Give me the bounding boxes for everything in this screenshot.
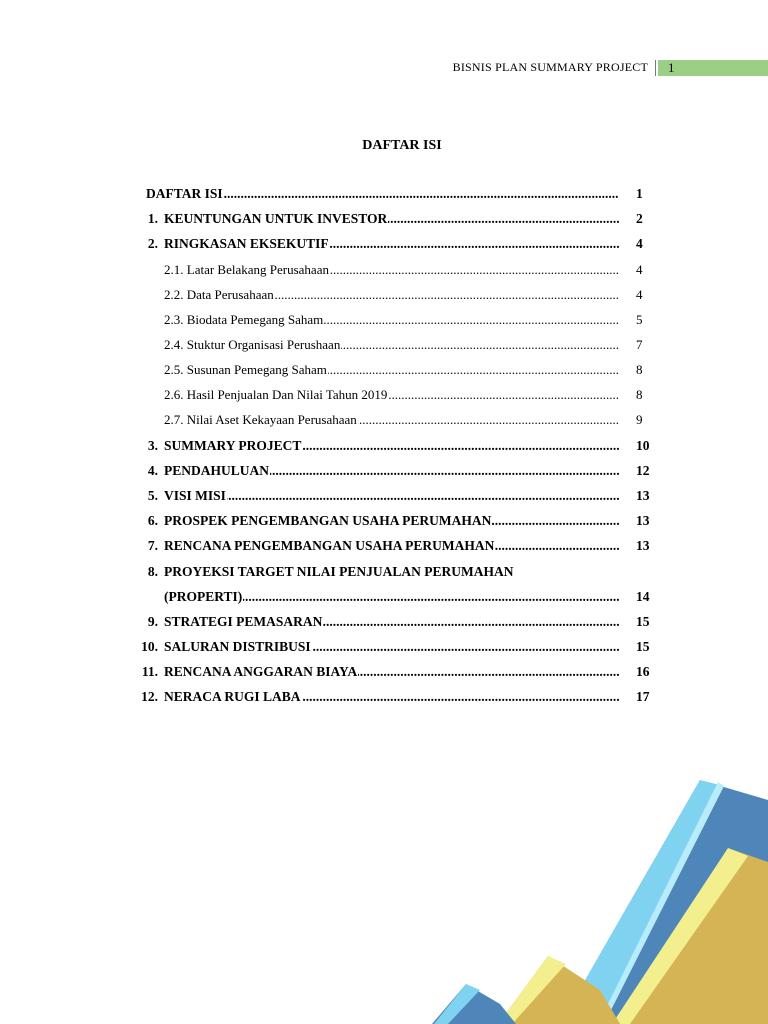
toc-entry-label: SUMMARY PROJECT — [164, 438, 302, 453]
toc-entry-page: 4 — [636, 236, 643, 251]
header-title: BISNIS PLAN SUMMARY PROJECT — [452, 60, 648, 74]
toc-entry-label: RENCANA PENGEMBANGAN USAHA PERUMAHAN — [164, 538, 495, 553]
toc-entry-page: 8 — [636, 362, 643, 377]
toc-entry-label: PROYEKSI TARGET NILAI PENJUALAN PERUMAHAN — [164, 564, 514, 579]
toc-entry-label: PROSPEK PENGEMBANGAN USAHA PERUMAHAN — [164, 513, 492, 528]
toc-entry-label: DAFTAR ISI — [146, 186, 223, 201]
toc-entry-page: 8 — [636, 387, 643, 402]
toc-entry-number: 2. — [147, 236, 158, 251]
toc-entry-page: 15 — [636, 639, 650, 654]
toc-entry-label: PENDAHULUAN — [164, 463, 270, 478]
toc-entry-page: 17 — [636, 689, 650, 704]
toc-entry-page: 16 — [636, 664, 650, 679]
toc-entry-label: RENCANA ANGGARAN BIAYA — [164, 664, 358, 679]
toc-entry-label: 2.6. Hasil Penjualan Dan Nilai Tahun 2019 — [164, 387, 388, 402]
toc-entry-page: 1 — [636, 186, 643, 201]
toc-entry-number: 12. — [141, 689, 158, 704]
toc-entry-page: 4 — [636, 287, 643, 302]
toc-entry-page: 13 — [636, 488, 650, 503]
toc-entry-label: 2.3. Biodata Pemegang Saham — [164, 312, 324, 327]
toc-entry-number: 10. — [141, 639, 158, 654]
toc-entry-page: 12 — [636, 463, 650, 478]
toc-entry-page: 9 — [636, 412, 643, 427]
toc-entry-number: 11. — [141, 664, 158, 679]
toc-entry-label: RINGKASAN EKSEKUTIF — [164, 236, 329, 251]
toc-entry-page: 13 — [636, 513, 650, 528]
toc-entry-label: NERACA RUGI LABA — [164, 689, 301, 704]
toc-entry-page: 10 — [636, 438, 650, 453]
toc-entry-page: 13 — [636, 538, 650, 553]
toc-entry-number: 9. — [147, 614, 158, 629]
toc-entry-number: 1. — [147, 211, 158, 226]
toc-entry-label: VISI MISI — [164, 488, 226, 503]
toc-entry-page: 4 — [636, 262, 643, 277]
toc-entry-page: 7 — [636, 337, 643, 352]
toc-entry-page: 5 — [636, 312, 643, 327]
toc-entry-label: SALURAN DISTRIBUSI — [164, 639, 311, 654]
toc-entry-page: 15 — [636, 614, 650, 629]
toc-entry-label: (PROPERTI) — [164, 589, 243, 604]
toc-entry-label: 2.1. Latar Belakang Perusahaan — [164, 262, 329, 277]
toc-entry-page: 14 — [636, 589, 650, 604]
toc-entry-number: 5. — [147, 488, 158, 503]
toc-entry-page: 2 — [636, 211, 643, 226]
toc-entry-label: STRATEGI PEMASARAN — [164, 614, 323, 629]
toc-entry-number: 4. — [147, 463, 158, 478]
toc-entry-number: 6. — [147, 513, 158, 528]
toc-entry-label: 2.4. Stuktur Organisasi Perushaan — [164, 337, 341, 352]
toc-entry-label: KEUNTUNGAN UNTUK INVESTOR — [164, 211, 388, 226]
toc-entry-number: 7. — [147, 538, 158, 553]
toc-entry-label: 2.7. Nilai Aset Kekayaan Perusahaan — [164, 412, 357, 427]
toc-entry-label: 2.5. Susunan Pemegang Saham — [164, 362, 327, 377]
page-number: 1 — [668, 60, 675, 75]
toc-entry-label: 2.2. Data Perusahaan — [164, 287, 274, 302]
toc-entry-number: 8. — [147, 564, 158, 579]
toc-entry-number: 3. — [147, 438, 158, 453]
toc-title: DAFTAR ISI — [362, 138, 442, 153]
